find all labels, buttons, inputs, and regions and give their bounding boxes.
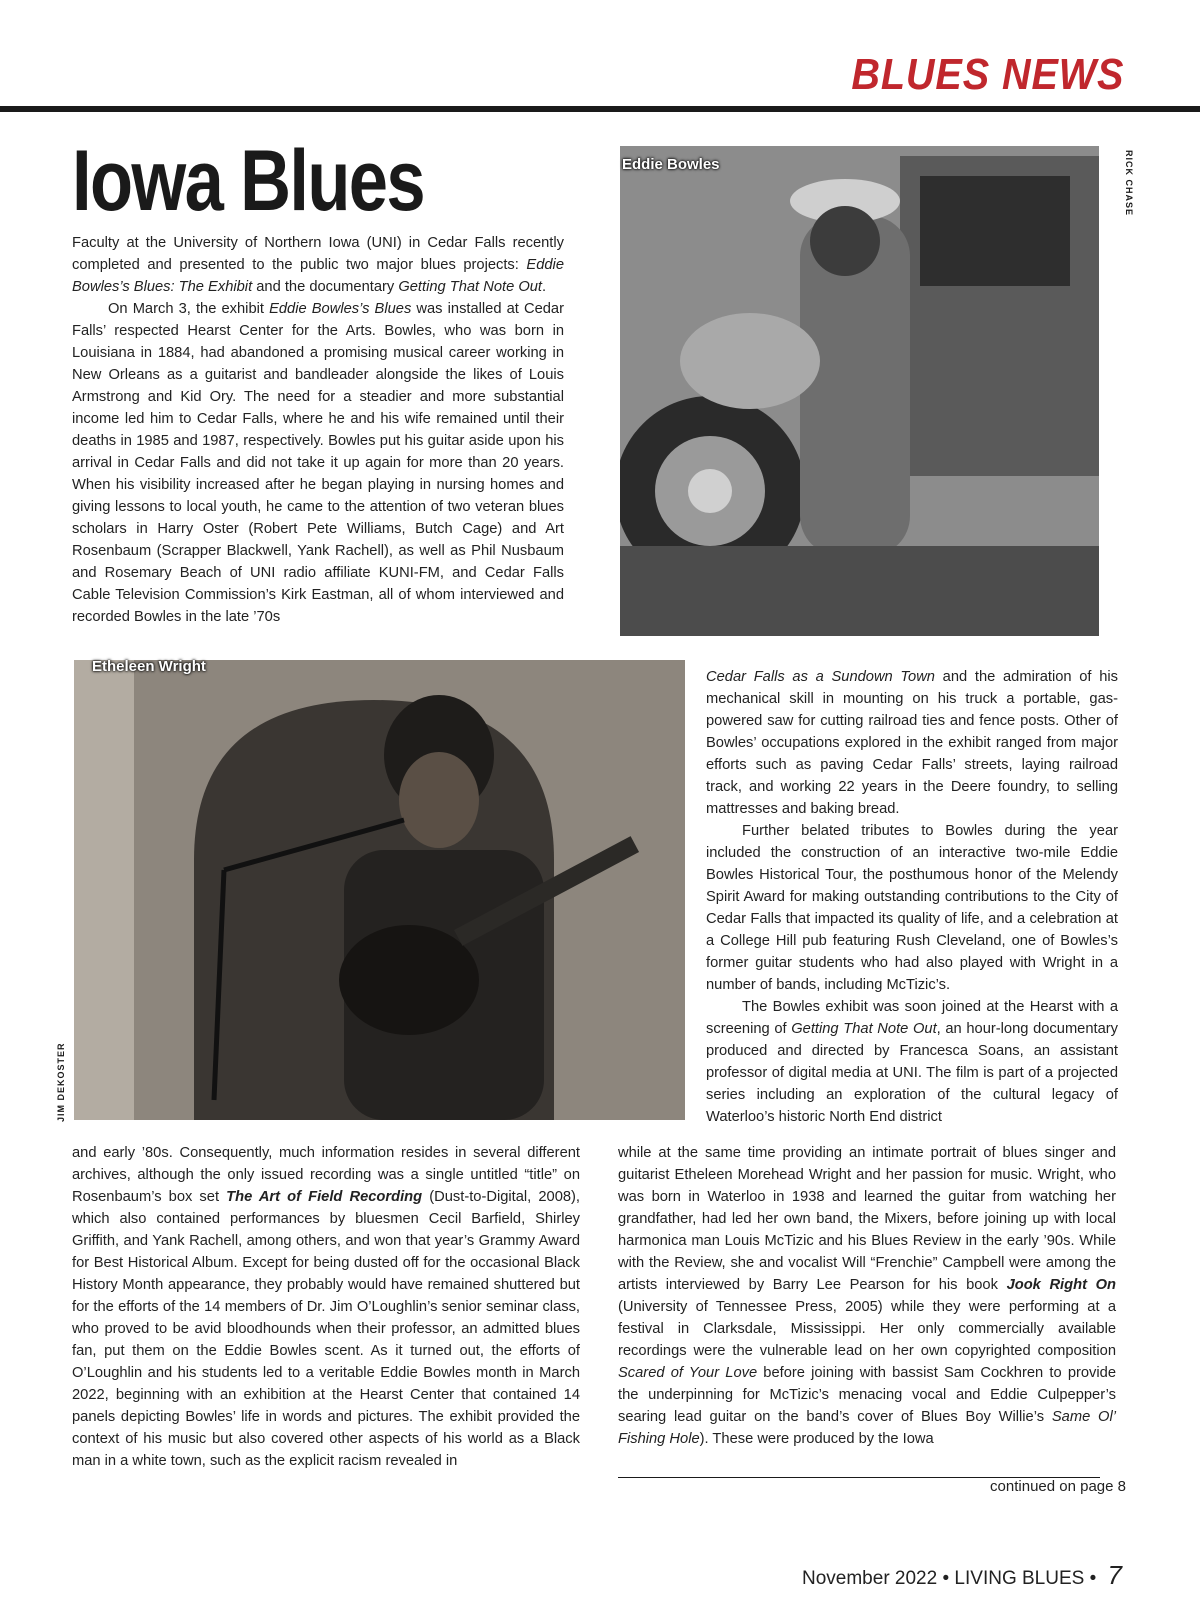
article-body-col2-bottom	[618, 1142, 1116, 1450]
photo-credit: JIM DEKOSTER	[56, 1042, 66, 1122]
photo-icon	[620, 146, 1099, 636]
section-label: BLUES NEWS	[850, 50, 1124, 99]
page-footer	[802, 1560, 1122, 1591]
header-rule	[0, 106, 1200, 112]
paragraph: Further belated tributes to Bowles during the year included the construction of an interactive two-mile Eddie Bowles Historical Tour, the posthumous honor of the Melendy Spirit Award for making outstanding contributions to the City of Cedar Falls that impacted its quality of life, and a celebration at a College Hill pub featuring Rush Cleveland, one of Bowles’s former guitar students who had also played with Wright in a number of bands, including McTizic’s.	[706, 823, 1118, 993]
continued-note: continued on page 8	[990, 1478, 1126, 1495]
footer-separator: •	[942, 1568, 950, 1589]
paragraph: and early ’80s. Consequently, much information resides in several different archives, although the only issued recording was a single untitled “title” on Rosenbaum’s box set The Art of Field Recording (Dust-to-Digital, 2008), which also contained performances by bluesmen Cecil Barfield, Shirley Griffith, and Yank Rachell, among others, and won that year’s Grammy Award for Best Historical Album. Except for being dusted off for the occasional Black History Month appearance, they probably would have remained shuttered but for the efforts of the 14 members of Dr. Jim O’Loughlin’s senior seminar class, who proved to be avid bloodhounds when their professor, an admitted blues fan, put them on the Eddie Bowles scent. As it turned out, the efforts of O’Loughlin and his students led to a veritable Eddie Bowles month in March 2022, beginning with an exhibition at the Hearst Center that contained 14 panels depicting Bowles’ life in words and pictures. The exhibit provided the context of his music but also covered other aspects of his world as a Black man in a white town, such as the explicit racism revealed in	[72, 1145, 581, 1469]
article-body-col2-mid	[706, 666, 1118, 1128]
paragraph: Cedar Falls as a Sundown Town and the admiration of his mechanical skill in mounting on his truck a portable, gas-powered saw for cutting railroad ties and fence posts. Other of Bowles’ occupations explored in the exhibit ranged from major efforts such as paving Cedar Falls’ streets, laying railroad track, and working 22 years in the Deere foundry, to selling mattresses and baking bread.	[706, 669, 1118, 817]
footer-separator: •	[1089, 1568, 1097, 1589]
paragraph: The Bowles exhibit was soon joined at the Hearst with a screening of Getting That Note Out, an hour-long documentary produced and directed by Francesca Soans, an assistant professor of digital media at UNI. The film is part of a projected series including an exploration of the cultural legacy of Waterloo’s historic North End district	[706, 999, 1118, 1125]
photo-caption: Eddie Bowles	[622, 156, 720, 173]
paragraph: On March 3, the exhibit Eddie Bowles’s Blues was installed at Cedar Falls’ respected Hearst Center for the Arts. Bowles, who was born in Louisiana in 1884, had abandoned a promising musical career working in New Orleans as a guitarist and bandleader alongside the likes of Louis Armstrong and Kid Ory. The need for a steadier and more substantial income led him to Cedar Falls, where he and his wife remained until their deaths in 1985 and 1987, respectively. Bowles put his guitar aside upon his arrival in Cedar Falls and did not take it up again for more than 20 years. When his visibility increased after he began playing in nursing homes and giving lessons to local youth, he came to the attention of two veteran blues scholars in Harry Oster (Robert Pete Williams, Butch Cage) and Art Rosenbaum (Scrapper Blackwell, Yank Rachell), as well as Phil Nusbaum and Rosemary Beach of UNI radio affiliate KUNI-FM, and Cedar Falls Cable Television Commission’s Kirk Eastman, all of whom interviewed and recorded Bowles in the late ’70s	[72, 301, 564, 625]
etheleen-wright-photo	[74, 660, 685, 1120]
magazine-name: LIVING BLUES	[954, 1568, 1085, 1589]
photo-caption: Etheleen Wright	[92, 658, 206, 675]
article-headline: Iowa Blues	[72, 133, 424, 229]
article-body-col1-bottom	[72, 1142, 580, 1472]
paragraph: Faculty at the University of Northern Iowa (UNI) in Cedar Falls recently completed and presented to the public two major blues projects: Eddie Bowles’s Blues: The Exhibit and the documentary Getting That Note Out.	[72, 235, 564, 295]
issue-date: November 2022	[802, 1568, 938, 1589]
photo-credit: RICK CHASE	[1124, 150, 1134, 217]
article-body-col1-top	[72, 232, 564, 628]
eddie-bowles-photo	[620, 146, 1099, 636]
paragraph: while at the same time providing an intimate portrait of blues singer and guitarist Etheleen Morehead Wright and her passion for music. Wright, who was born in Waterloo in 1938 and learned the guitar from watching her grandfather, had led her own band, the Mixers, before joining up with local harmonica man Louis McTizic and his Blues Review in the early ’90s. While with the Review, she and vocalist Will “Frenchie” Campbell were among the artists interviewed by Barry Lee Pearson for his book Jook Right On (University of Tennessee Press, 2005) while they were performing at a festival in Clarksdale, Mississippi. Her only commercially available recordings were the vulnerable lead on her own copyrighted composition Scared of Your Love before joining with bassist Sam Cockhren to provide the underpinning for McTizic’s menacing vocal and Eddie Culpepper’s searing lead guitar on the band’s cover of Blues Boy Willie’s Same Ol’ Fishing Hole). These were produced by the Iowa	[618, 1145, 1116, 1447]
photo-icon	[74, 660, 685, 1120]
page-number: 7	[1107, 1560, 1122, 1590]
